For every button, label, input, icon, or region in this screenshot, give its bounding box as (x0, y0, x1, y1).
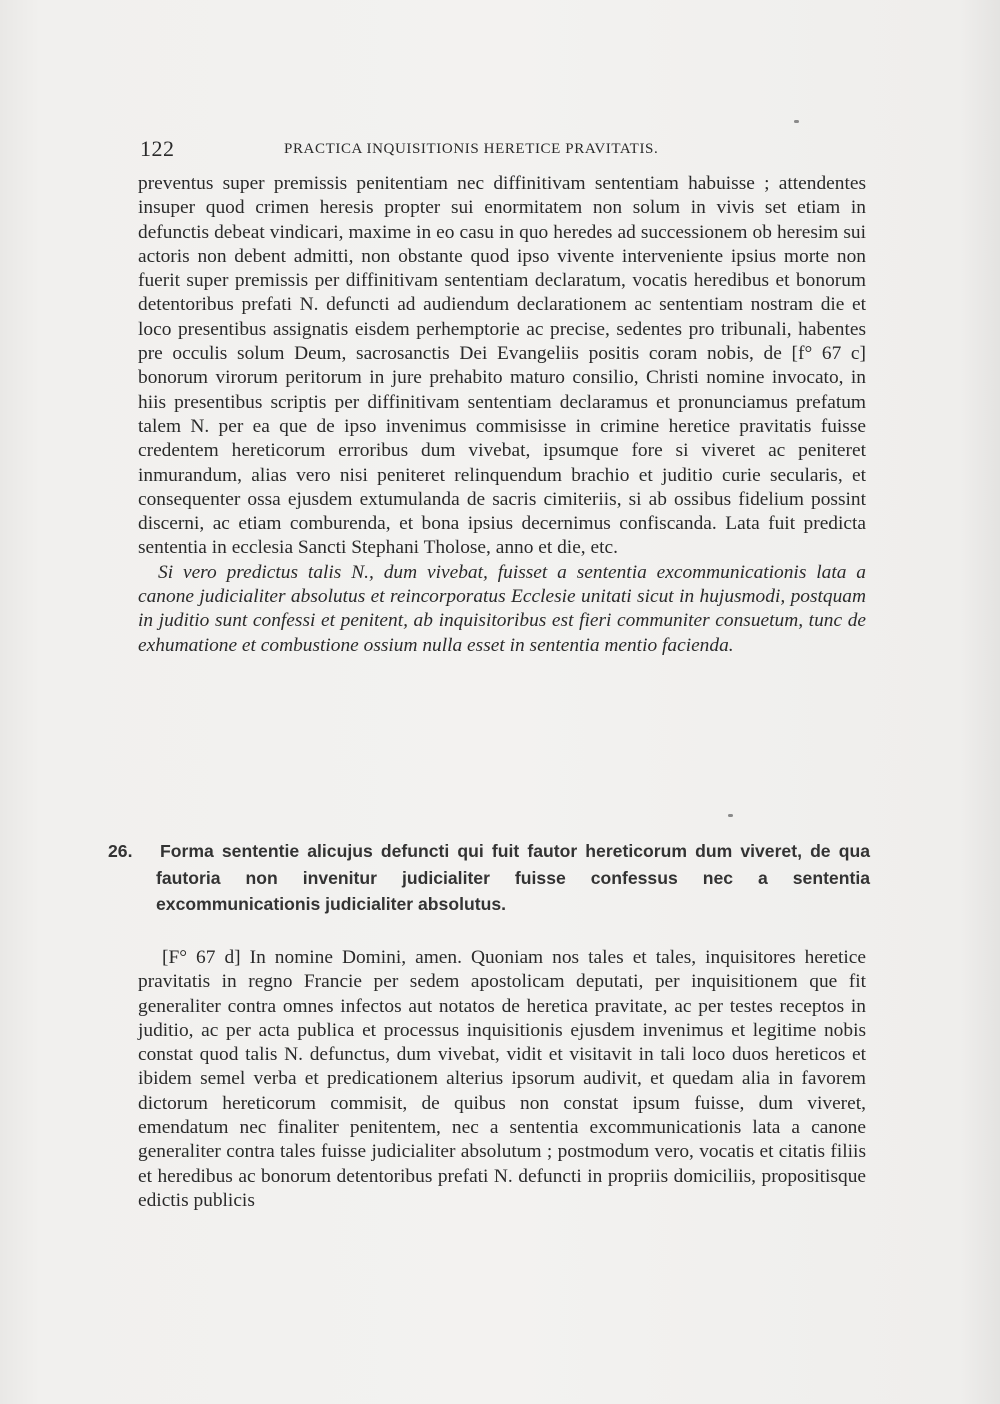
sentence-paragraph: preventus super premissis penitentiam nec diffinitivam sententiam habuisse ; attendentes insuper quod crimen heresis propter sui enormitatem non solum in vivis set etiam in defunctis debeat vindicari, maxime in eo casu in quo heredes ad successionem ob heresim sui actoris non debent admitti, non obstante quod ipso vivente interveniente ipsius morte non fuerit super premissis per diffinitivam sententiam declaratum, vocatis heredibus et bonorum detentoribus prefati N. defuncti ad audiendum declarationem ac sententiam nostram die et loco presentibus assignatis eisdem perhemptorie ac precise, sedentes pro tribunali, habentes pre occulis solum Deum, sacrosanctis Dei Evangeliis positis coram nobis, de [f° 67 c] bonorum virorum peritorum in jure prehabito maturo consilio, Christi nomine invocato, in hiis presentibus scriptis per diffinitivam sententiam declaramus et pronunciamus prefatum talem N. per ea que de ipso invenimus commisisse in crimine heretice pravitatis fuisse credentem hereticorum erroribus dum vivebat, ipsumque fore si viveret ac peniteret inmurandum, alias vero nisi peniteret relinquendum brachio et juditio curie secularis, et consequenter ossa ejusdem extumulanda de sacris cimiteriis, si ab ossibus fidelium possint discerni, ac etiam comburenda, et bona ipsius decernimus confiscanda. Lata fuit predicta sententia in ecclesia Sancti Stephani Tholose, anno et die, etc. (138, 173, 866, 559)
text-block-upper (138, 172, 866, 658)
print-speck (728, 814, 733, 817)
section-title: Forma sententie alicujus defuncti qui fuit fautor hereticorum dum viveret, de qua fautoria non invenitur judicialiter fuisse confessus nec a sententia excommunicationis judicialiter absolutus. (156, 841, 870, 914)
section-heading (108, 838, 870, 918)
formula-paragraph: [F° 67 d] In nomine Domini, amen. Quoniam nos tales et tales, inquisitores heretice pravitatis in regno Francie per sedem apostolicam deputati, per inquisitionem que fit generaliter contra omnes infectos aut notatos de heretica pravitate, ac per testes receptos in juditio, ac per acta publica et processus inquisitionis ejusdem invenimus et legitime nobis constat quod talis N. defunctus, dum vivebat, vidit et visitavit in tali loco duos hereticos et ibidem semel verba et predicationem alterius ipsorum audivit, et quedam alia in favorem dictorum hereticorum commisit, de quibus non constat ipsum fuisse, dum viveret, emendatum nec finaliter penitentem, nec a sententia excommunicationis lata a canone generaliter contra tales fuisse judicialiter absolutum ; postmodum vero, vocatis et citatis filiis et heredibus ac bonorum detentoribus prefati N. defuncti in propriis domiciliis, propositisque edictis publicis (138, 947, 866, 1211)
page-number: 122 (140, 136, 175, 161)
italic-note: Si vero predictus talis N., dum vivebat, fuisset a sententia excommunicationis lata a canone judicialiter absolutus et reincorporatus Ecclesie unitati sicut in hujusmodi, postquam in juditio sunt confessi et penitent, ab inquisitoribus est fieri communiter consuetum, tunc de exhumatione et combustione ossium nulla esset in sententia mentio facienda. (138, 561, 866, 656)
print-speck (794, 120, 799, 123)
section-number: 26. (108, 841, 133, 861)
text-block-lower (138, 946, 866, 1213)
running-title: PRACTICA INQUISITIONIS HERETICE PRAVITATIS. (284, 141, 659, 157)
page-header (140, 136, 870, 162)
